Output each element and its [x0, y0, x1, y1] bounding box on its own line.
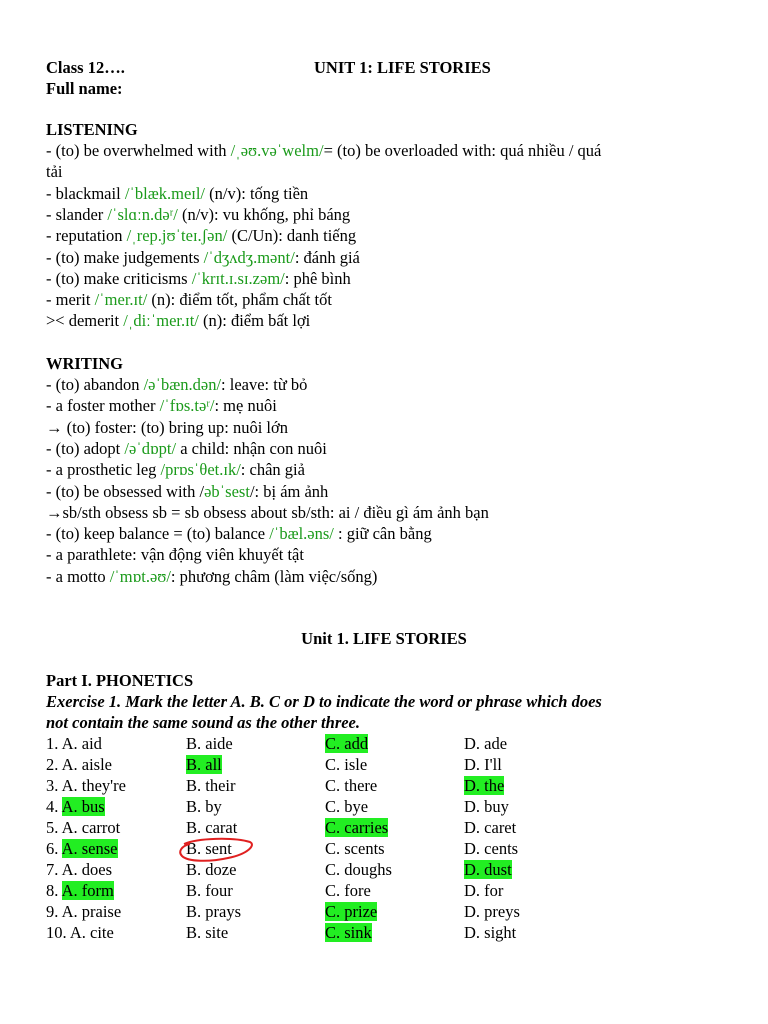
part-title: Part I. PHONETICS [46, 671, 194, 690]
option-text: A. form [61, 881, 114, 900]
question-option [464, 923, 516, 943]
option-text: C. isle [325, 755, 368, 774]
listening-item-text: - reputation [46, 226, 127, 246]
option-text: B. four [186, 881, 233, 900]
question-option [325, 734, 368, 754]
option-text: D. sight [464, 923, 517, 942]
question-option [325, 923, 372, 943]
writing-meaning: /: bị ám ảnh [249, 481, 329, 501]
writing-item [46, 418, 288, 438]
writing-item [46, 567, 377, 587]
question-option [325, 776, 377, 796]
writing-item [46, 460, 305, 480]
writing-item-text: - a foster mother [46, 396, 160, 416]
question-option [46, 839, 118, 859]
question-number: 2. [46, 755, 62, 774]
listening-item [46, 141, 601, 161]
question-option [464, 734, 507, 754]
listening-meaning: : đánh giá [294, 247, 360, 267]
writing-item-text: →sb/sth obsess sb = sb obsess about sb/sth: ai / điều gì ám ảnh bạn [46, 502, 489, 522]
option-text: C. there [325, 776, 378, 795]
option-text: C. prize [325, 902, 378, 921]
option-text: C. carries [325, 818, 389, 837]
writing-phonetic: /əˈdɒpt/ [124, 438, 177, 458]
option-text: D. cents [464, 839, 519, 858]
question-option [46, 755, 112, 775]
listening-meaning: (C/Un): danh tiếng [227, 226, 357, 246]
listening-item-text: - (to) make criticisms [46, 268, 192, 288]
listening-item [46, 226, 356, 246]
option-text: D. for [464, 881, 504, 900]
writing-phonetic: /ˈbæl.əns/ [269, 524, 334, 544]
listening-item-text: tải [46, 162, 63, 182]
listening-item [46, 184, 308, 204]
option-text: B. all [186, 755, 222, 774]
question-option [186, 902, 241, 922]
writing-item-text: → (to) foster: (to) bring up: nuôi lớn [46, 417, 288, 437]
writing-item [46, 439, 327, 459]
question-option [186, 923, 228, 943]
option-text: D. dust [464, 860, 512, 879]
listening-item [46, 248, 360, 268]
listening-heading: LISTENING [46, 120, 138, 139]
option-text: D. ade [464, 734, 508, 753]
question-number: 1. [46, 734, 62, 753]
writing-item-text: - (to) abandon [46, 375, 144, 394]
question-number: 7. [46, 860, 62, 879]
listening-item-text: - (to) make judgements [46, 247, 204, 267]
option-text: B. aide [186, 734, 233, 753]
option-text: C. sink [325, 923, 372, 942]
writing-item [46, 503, 489, 523]
writing-item-text: - (to) adopt [46, 438, 125, 458]
question-option [186, 776, 236, 796]
writing-meaning: : mẹ nuôi [214, 396, 277, 416]
writing-item [46, 482, 328, 502]
option-text: A. bus [61, 797, 105, 816]
question-option [325, 797, 368, 817]
answer-circle-mark [178, 836, 256, 866]
writing-phonetic: /ˈfɒs.təʳ/ [159, 396, 215, 416]
option-text: A. carrot [61, 818, 121, 837]
option-text: A. does [61, 860, 113, 879]
listening-phonetic: /ˈblæk.meɪl/ [124, 183, 206, 203]
class-label: Class 12…. [46, 58, 125, 77]
full-name-label: Full name: [46, 79, 123, 98]
question-option [186, 734, 233, 754]
option-text: B. by [186, 797, 222, 816]
option-text: B. their [186, 776, 236, 795]
listening-item [46, 205, 350, 225]
option-text: C. bye [325, 797, 369, 816]
question-option [464, 755, 502, 775]
listening-meaning: (n): điểm bất lợi [198, 311, 311, 331]
question-option [325, 881, 371, 901]
section-title: Unit 1. LIFE STORIES [301, 629, 467, 648]
question-number: 9. [46, 902, 62, 921]
listening-item [46, 290, 332, 310]
listening-phonetic: /ˌrep.jʊˈteɪ.ʃən/ [126, 226, 228, 246]
option-text: D. caret [464, 818, 517, 837]
writing-meaning: : giữ cân bằng [333, 524, 432, 544]
writing-item [46, 524, 432, 544]
option-text: A. cite [69, 923, 114, 942]
writing-meaning: : leave: từ bỏ [221, 375, 308, 394]
writing-phonetic: /əˈbæn.dən/ [143, 375, 222, 394]
option-text: C. doughs [325, 860, 392, 879]
question-option [464, 881, 503, 901]
listening-phonetic: /ˈdʒʌdʒ.mənt/ [203, 247, 295, 267]
question-option [46, 734, 102, 754]
option-text: A. praise [61, 902, 122, 921]
listening-meaning: = (to) be overloaded with: quá nhiều / quá [323, 141, 602, 160]
option-text: D. buy [464, 797, 509, 816]
question-number: 4. [46, 797, 62, 816]
listening-meaning: (n/v): tống tiền [205, 183, 309, 203]
listening-phonetic: /ˈslɑːn.dəʳ/ [107, 204, 178, 224]
writing-item-text: - (to) keep balance = (to) balance [46, 524, 270, 544]
option-text: A. they're [61, 776, 126, 795]
question-option [186, 797, 222, 817]
question-option [186, 818, 237, 838]
listening-item [46, 311, 310, 331]
writing-phonetic: əbˈsest [204, 481, 250, 501]
listening-item-text: - slander [46, 204, 108, 224]
option-text: B. carat [186, 818, 238, 837]
listening-item-text: >< demerit [46, 311, 124, 331]
question-option [186, 881, 233, 901]
option-text: B. sent [186, 839, 232, 858]
writing-item [46, 396, 277, 416]
listening-phonetic: /ˈmer.ɪt/ [94, 290, 148, 310]
option-text: D. preys [464, 902, 520, 921]
question-option [46, 902, 121, 922]
question-option [464, 776, 504, 796]
writing-item-text: - a prosthetic leg [46, 460, 161, 480]
question-option [46, 797, 105, 817]
question-option [464, 797, 509, 817]
option-text: A. sense [61, 839, 118, 858]
question-option [46, 881, 114, 901]
question-option [464, 839, 518, 859]
option-text: D. the [464, 776, 505, 795]
listening-item-text: - merit [46, 290, 95, 310]
question-number: 8. [46, 881, 62, 900]
listening-item-text: - (to) be overwhelmed with [46, 141, 231, 160]
question-option [325, 755, 367, 775]
unit-title: UNIT 1: LIFE STORIES [314, 58, 491, 77]
writing-item-text: - a parathlete: vận động viên khuyết tật [46, 545, 304, 565]
option-text: D. I'll [464, 755, 502, 774]
writing-item-text: - a motto [46, 566, 110, 586]
question-option [325, 818, 388, 838]
exercise-instruction-2: not contain the same sound as the other three. [46, 713, 361, 732]
writing-meaning: : phương châm (làm việc/sống) [170, 566, 378, 586]
question-option [464, 860, 512, 880]
option-text: B. doze [186, 860, 237, 879]
option-text: A. aisle [61, 755, 112, 774]
listening-item [46, 269, 351, 289]
question-number: 10. [46, 923, 70, 942]
question-option [46, 818, 120, 838]
question-option [325, 839, 385, 859]
listening-meaning: (n): điểm tốt, phẩm chất tốt [147, 290, 332, 310]
writing-heading: WRITING [46, 354, 124, 373]
writing-item [46, 375, 307, 395]
listening-phonetic: /ˌəʊ.vəˈwelm/ [230, 141, 324, 160]
question-number: 5. [46, 818, 62, 837]
writing-phonetic: /prɒsˈθet.ɪk/ [160, 460, 241, 480]
question-option [325, 902, 377, 922]
listening-meaning: (n/v): vu khống, phỉ báng [177, 204, 351, 224]
question-option [46, 776, 126, 796]
writing-item-text: - (to) be obsessed with / [46, 481, 205, 501]
option-text: A. aid [61, 734, 102, 753]
question-number: 3. [46, 776, 62, 795]
question-option [464, 818, 516, 838]
option-text: C. add [325, 734, 369, 753]
question-option [46, 923, 114, 943]
listening-meaning: : phê bình [284, 268, 351, 288]
option-text: B. site [186, 923, 229, 942]
option-text: B. prays [186, 902, 241, 921]
question-number: 6. [46, 839, 62, 858]
question-option [325, 860, 392, 880]
writing-phonetic: /ˈmɒt.əʊ/ [109, 566, 171, 586]
listening-item [46, 162, 63, 182]
option-text: C. fore [325, 881, 371, 900]
question-option [46, 860, 112, 880]
question-option [464, 902, 520, 922]
writing-meaning: : chân giả [240, 460, 305, 480]
exercise-instruction-1: Exercise 1. Mark the letter A. B. C or D to indicate the word or phrase which does [46, 692, 602, 711]
writing-meaning: a child: nhận con nuôi [176, 438, 327, 458]
option-text: C. scents [325, 839, 385, 858]
listening-phonetic: /ˌdiːˈmer.ɪt/ [123, 311, 199, 331]
question-option [186, 755, 222, 775]
writing-item [46, 545, 304, 565]
listening-item-text: - blackmail [46, 183, 125, 203]
listening-phonetic: /ˈkrɪt.ɪ.sɪ.zəm/ [191, 268, 285, 288]
